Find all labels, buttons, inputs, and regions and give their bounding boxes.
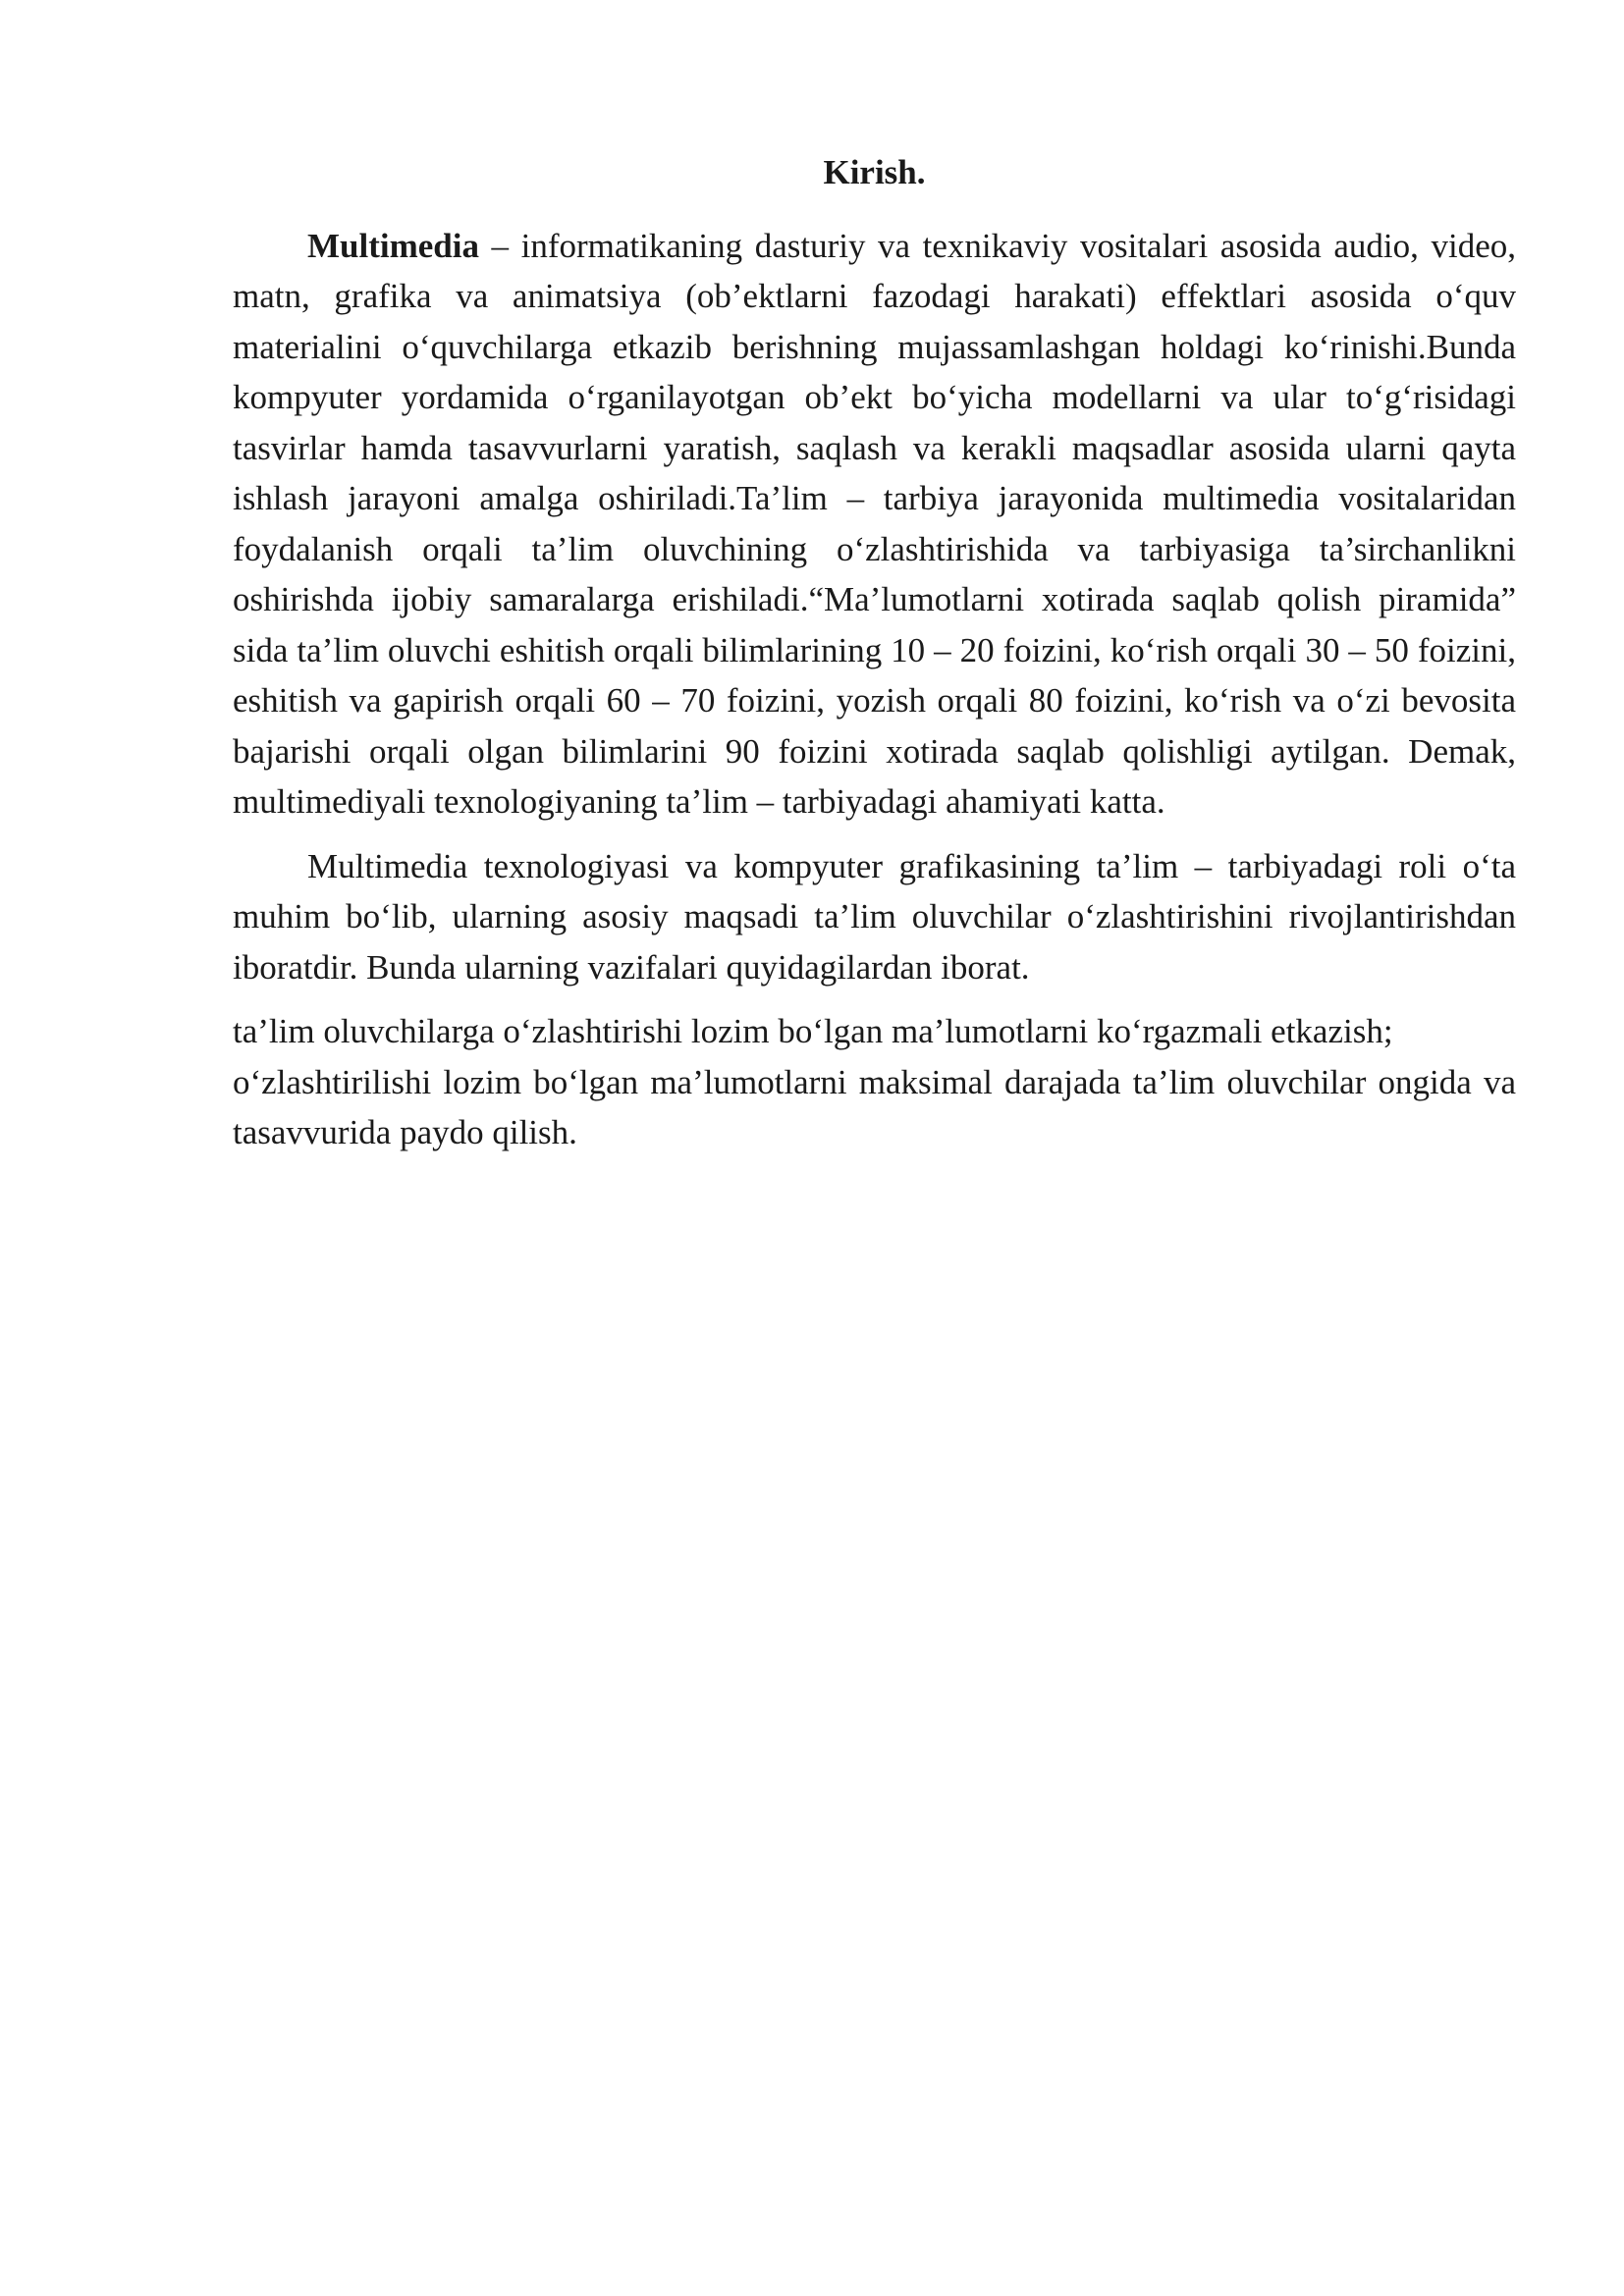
paragraph-1-text: – informatikaning dasturiy va texnikaviy vositalari asosida audio, video, matn, grafika va animatsiya (ob’ektlarni fazodagi harakati) effektlari asosida o‘quv materialini o‘quvchilarga etkazib berishning mujassamlashgan holdagi ko‘rinishi.Bunda kompyuter yordamida o‘rganilayotgan ob’ekt bo‘yicha modellarni va ular to‘g‘risidagi tasvirlar hamda tasavvurlarni yaratish, saqlash va kerakli maqsadlar asosida ularni qayta ishlash jarayoni amalga oshiriladi.Ta’lim – tarbiya jarayonida multimedia vositalaridan foydalanish orqali ta’lim oluvchining o‘zlashtirishida va tarbiyasiga ta’sirchanlikni oshirishda ijobiy samaralarga erishiladi.“Ma’lumotlarni xotirada saqlab qolish piramida” sida ta’lim oluvchi eshitish orqali bilimlarining 10 – 20 foizini, ko‘rish orqali 30 – 50 foizini, eshitish va gapirish orqali 60 – 70 foizini, yozish orqali 80 foizini, ko‘rish va o‘zi bevosita bajarishi orqali olgan bilimlarini 90 foizini xotirada saqlab qolishligi aytilgan. Demak, multimediyali texnologiyaning ta’lim – tarbiyadagi ahamiyati katta. bbox=[233, 226, 1516, 821]
document-body bbox=[233, 147, 1516, 1158]
list-item: ta’lim oluvchilarga o‘zlashtirishi lozim bo‘lgan ma’lumotlarni ko‘rgazmali etkazish; bbox=[233, 1012, 1393, 1050]
paragraph-multimedia-definition bbox=[233, 221, 1516, 828]
task-list bbox=[233, 1006, 1516, 1158]
page-title: Kirish. bbox=[823, 153, 926, 191]
term-multimedia: Multimedia bbox=[307, 226, 479, 265]
paragraph-role: Multimedia texnologiyasi va kompyuter grafikasining ta’lim – tarbiyadagi roli o‘ta muhim bo‘lib, ularning asosiy maqsadi ta’lim oluvchilar o‘zlashtirishini rivojlantirishdan iboratdir. Bunda ularning vazifalari quyidagilardan iborat. bbox=[233, 846, 1516, 987]
list-item: o‘zlashtirilishi lozim bo‘lgan ma’lumotlarni maksimal darajada ta’lim oluvchilar ongida va tasavvurida paydo qilish. bbox=[233, 1062, 1516, 1151]
